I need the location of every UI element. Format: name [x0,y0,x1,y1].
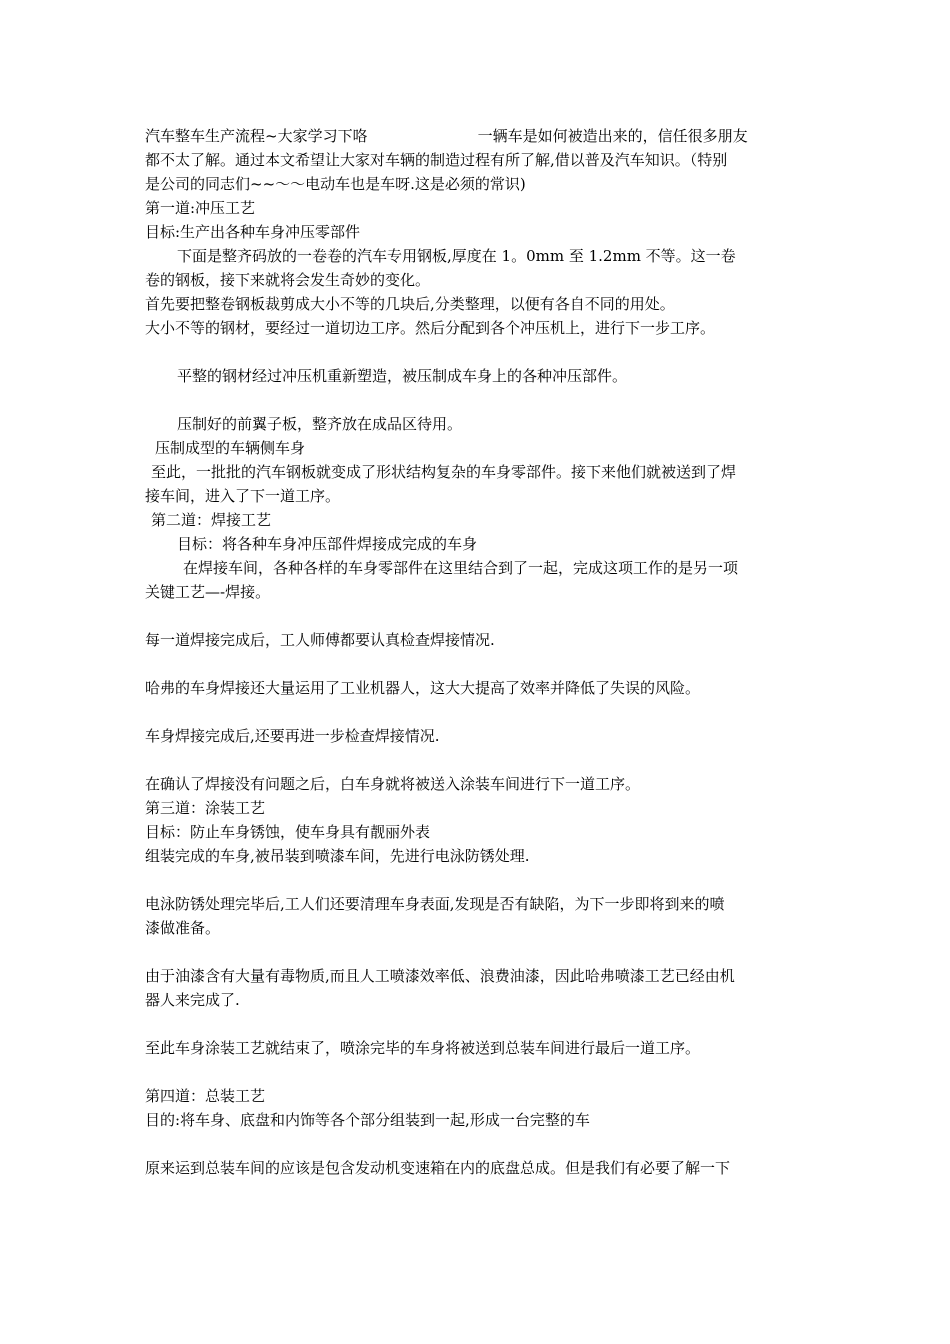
paragraph-line: 在焊接车间，各种各样的车身零部件在这里结合到了一起，完成这项工作的是另一项 [183,559,739,577]
blank-line [145,1060,810,1084]
paragraph-line: 大小不等的钢材，要经过一道切边工序。然后分配到各个冲压机上，进行下一步工序。 [145,319,716,337]
blank-line [145,748,810,772]
paragraph-line: 原来运到总装车间的应该是包含发动机变速箱在内的底盘总成。但是我们有必要了解一下 [145,1159,731,1177]
section-goal: 目的:将车身、底盘和内饰等各个部分组装到一起,形成一台完整的车 [145,1111,590,1129]
paragraph-line: 由于油漆含有大量有毒物质,而且人工喷漆效率低、浪费油漆，因此哈弗喷漆工艺已经由机 [145,967,735,985]
paragraph-line: 哈弗的车身焊接还大量运用了工业机器人，这大大提高了效率并降低了失误的风险。 [145,679,701,697]
title-line [145,124,810,148]
blank-line [145,340,810,364]
paragraph-line: 都不太了解。通过本文希望让大家对车辆的制造过程有所了解,借以普及汽车知识。（特别 [145,151,728,169]
blank-line [145,388,810,412]
paragraph-line: 每一道焊接完成后，工人师傅都要认真检查焊接情况. [145,631,495,649]
paragraph-line: 漆做准备。 [145,919,221,937]
paragraph-line: 平整的钢材经过冲压机重新塑造，被压制成车身上的各种冲压部件。 [177,367,628,385]
paragraph-line: 接车间，进入了下一道工序。 [145,487,341,505]
section-goal: 目标：防止车身锈蚀，使车身具有靓丽外表 [145,823,431,841]
blank-line [145,652,810,676]
section-heading: 第二道：焊接工艺 [151,511,272,529]
intro-text: 一辆车是如何被造出来的，信任很多朋友 [477,127,748,145]
blank-line [145,1132,810,1156]
blank-line [145,868,810,892]
section-heading: 第一道:冲压工艺 [145,199,256,217]
blank-line [145,604,810,628]
blank-line [145,1012,810,1036]
document-body [145,124,810,1180]
paragraph-line: 至此，一批批的汽车钢板就变成了形状结构复杂的车身零部件。接下来他们就被送到了焊 [151,463,737,481]
paragraph-line: 下面是整齐码放的一卷卷的汽车专用钢板,厚度在 1。0mm 至 1.2mm 不等。这一卷 [177,247,736,265]
paragraph-line: 压制成型的车辆侧车身 [155,439,306,457]
section-goal: 目标：将各种车身冲压部件焊接成完成的车身 [177,535,478,553]
paragraph-line: 是公司的同志们~~～～电动车也是车呀.这是必须的常识) [145,175,526,193]
paragraph-line: 关键工艺—-焊接。 [145,583,271,601]
paragraph-line: 器人来完成了. [145,991,240,1009]
document-title: 汽车整车生产流程~大家学习下咯 [145,127,368,145]
paragraph-line: 在确认了焊接没有问题之后，白车身就将被送入涂装车间进行下一道工序。 [145,775,641,793]
paragraph-line: 组装完成的车身,被吊装到喷漆车间，先进行电泳防锈处理. [145,847,530,865]
section-heading: 第三道：涂装工艺 [145,799,266,817]
section-heading: 第四道：总装工艺 [145,1087,266,1105]
paragraph-line: 电泳防锈处理完毕后,工人们还要清理车身表面,发现是否有缺陷，为下一步即将到来的喷 [145,895,725,913]
paragraph-line: 至此车身涂装工艺就结束了，喷涂完毕的车身将被送到总装车间进行最后一道工序。 [145,1039,701,1057]
blank-line [145,700,810,724]
paragraph-line: 卷的钢板，接下来就将会发生奇妙的变化。 [145,271,431,289]
blank-line [145,940,810,964]
section-goal: 目标:生产出各种车身冲压零部件 [145,223,361,241]
paragraph-line: 首先要把整卷钢板裁剪成大小不等的几块后,分类整理，以便有各自不同的用处。 [145,295,675,313]
paragraph-line: 车身焊接完成后,还要再进一步检查焊接情况. [145,727,440,745]
paragraph-line: 压制好的前翼子板，整齐放在成品区待用。 [177,415,463,433]
